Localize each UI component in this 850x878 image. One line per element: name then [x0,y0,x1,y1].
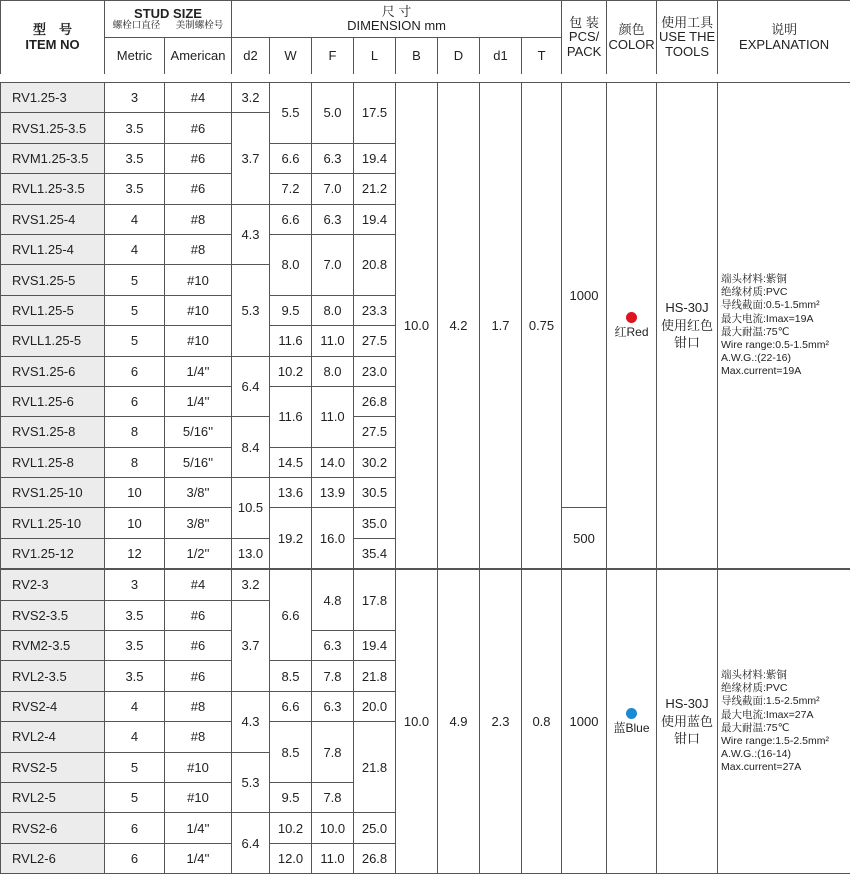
d2-cell: 3.2 [232,569,270,600]
item-no: RVS1.25-5 [1,265,105,295]
w-cell: 11.6 [270,326,312,356]
table-row [1,83,850,113]
d1-cell: 1.7 [480,83,522,570]
american-cell: #6 [165,143,232,173]
d2-cell: 5.3 [232,265,270,356]
l-cell: 19.4 [354,631,396,661]
american-cell: #6 [165,174,232,204]
american-cell: #8 [165,204,232,234]
tool-jaw-suffix: 钳口 [673,335,700,351]
metric-cell: 12 [105,538,165,569]
item-no: RVS2-6 [1,813,105,843]
blue-dot-icon [626,708,637,719]
item-no: RV1.25-3 [1,83,105,113]
american-cell: #6 [165,661,232,691]
header-tools-cn: 使用工具 [661,15,714,31]
american-cell: #10 [165,782,232,812]
d2-cell: 13.0 [232,538,270,569]
header-pack [562,1,607,75]
american-cell: 3/8'' [165,478,232,508]
f-cell: 11.0 [312,386,354,447]
color-cell [607,83,657,570]
l-cell: 21.2 [354,174,396,204]
item-no: RVL1.25-6 [1,386,105,416]
american-cell: #6 [165,631,232,661]
explanation-cell [718,569,850,873]
metric-cell: 5 [105,265,165,295]
expl-line: 绝缘材质:PVC [721,286,788,299]
w-cell: 13.6 [270,478,312,508]
american-cell: 5/16'' [165,417,232,447]
item-no: RVS1.25-8 [1,417,105,447]
american-cell: 3/8'' [165,508,232,538]
f-cell: 6.3 [312,631,354,661]
l-cell: 35.0 [354,508,396,538]
header-item-no [1,1,105,75]
item-no: RVS2-3.5 [1,600,105,630]
item-no: RVLL1.25-5 [1,326,105,356]
header-item-en: ITEM NO [25,36,80,52]
header-d1: d1 [480,38,522,75]
expl-line: A.W.G.:(16-14) [721,747,792,760]
l-cell: 26.8 [354,386,396,416]
f-cell: 6.3 [312,691,354,721]
item-no: RVS2-5 [1,752,105,782]
expl-line: 端头材料:紫铜 [721,669,787,682]
metric-cell: 6 [105,843,165,873]
metric-cell: 5 [105,326,165,356]
expl-line: 最大耐温:75℃ [721,721,790,734]
header-d2: d2 [232,38,270,75]
d2-cell: 5.3 [232,752,270,813]
l-cell: 21.8 [354,661,396,691]
american-cell: #10 [165,326,232,356]
american-cell: 5/16'' [165,447,232,477]
header-tools [657,1,718,75]
header-color-en: COLOR [608,36,655,52]
expl-line: 端头材料:紫铜 [721,273,787,286]
metric-cell: 5 [105,752,165,782]
d-cell: 4.9 [438,569,480,873]
l-cell: 20.0 [354,691,396,721]
expl-line: 导线截面:0.5-1.5mm² [721,299,820,312]
w-cell: 7.2 [270,174,312,204]
metric-cell: 10 [105,478,165,508]
metric-cell: 3.5 [105,661,165,691]
l-cell: 30.5 [354,478,396,508]
expl-line: A.W.G.:(22-16) [721,351,792,364]
header-l: L [354,38,396,75]
item-no: RVL2-6 [1,843,105,873]
l-cell: 19.4 [354,204,396,234]
metric-cell: 3.5 [105,631,165,661]
w-cell: 19.2 [270,508,312,569]
header-american: American [165,38,232,75]
american-cell: #10 [165,752,232,782]
f-cell: 13.9 [312,478,354,508]
w-cell: 10.2 [270,356,312,386]
red-dot-icon [626,312,637,323]
l-cell: 27.5 [354,417,396,447]
expl-line: 绝缘材质:PVC [721,682,788,695]
item-no: RVL1.25-4 [1,234,105,264]
d2-cell: 4.3 [232,691,270,752]
w-cell: 6.6 [270,204,312,234]
metric-cell: 6 [105,813,165,843]
american-cell: #8 [165,691,232,721]
f-cell: 8.0 [312,295,354,325]
f-cell: 7.8 [312,722,354,783]
metric-cell: 6 [105,356,165,386]
b-cell: 10.0 [396,569,438,873]
item-no: RVS1.25-3.5 [1,113,105,143]
explanation-cell [718,83,850,570]
american-cell: 1/4'' [165,843,232,873]
color-cell [607,569,657,873]
w-cell: 10.2 [270,813,312,843]
d1-cell: 2.3 [480,569,522,873]
header-stud-title: STUD SIZE [134,5,202,21]
pack-cell: 1000 [562,83,607,508]
american-cell: #4 [165,569,232,600]
w-cell: 8.5 [270,661,312,691]
header-d: D [438,38,480,75]
w-cell: 6.6 [270,143,312,173]
american-cell: 1/4'' [165,356,232,386]
f-cell: 5.0 [312,83,354,144]
f-cell: 4.8 [312,569,354,630]
metric-cell: 8 [105,417,165,447]
w-cell: 5.5 [270,83,312,144]
w-cell: 8.5 [270,722,312,783]
metric-cell: 4 [105,722,165,752]
header-tools-en1: USE THE [659,29,716,45]
d2-cell: 6.4 [232,813,270,874]
item-no: RVL2-5 [1,782,105,812]
l-cell: 17.8 [354,569,396,630]
pack-cell: 1000 [562,569,607,873]
d2-cell: 4.3 [232,204,270,265]
metric-cell: 4 [105,204,165,234]
item-no: RVS1.25-10 [1,478,105,508]
metric-cell: 5 [105,782,165,812]
tools-cell [657,569,718,873]
metric-cell: 4 [105,234,165,264]
f-cell: 6.3 [312,204,354,234]
l-cell: 26.8 [354,843,396,873]
item-no: RVS1.25-4 [1,204,105,234]
expl-line: 最大电流:Imax=27A [721,708,814,721]
expl-line: 导线截面:1.5-2.5mm² [721,695,820,708]
header-expl-en: EXPLANATION [739,36,830,52]
f-cell: 8.0 [312,356,354,386]
metric-cell: 3.5 [105,600,165,630]
tool-jaw-suffix: 钳口 [673,731,700,747]
header-f: F [312,38,354,75]
l-cell: 30.2 [354,447,396,477]
expl-line: Wire range:1.5-2.5mm² [721,734,829,747]
header-dimension [232,1,562,38]
header-stud-size [105,1,232,38]
f-cell: 11.0 [312,326,354,356]
metric-cell: 3.5 [105,174,165,204]
metric-cell: 10 [105,508,165,538]
item-no: RVS1.25-6 [1,356,105,386]
b-cell: 10.0 [396,83,438,570]
header-dim-cn: 尺 寸 [381,3,412,19]
d2-cell: 10.5 [232,478,270,539]
item-no: RVL2-3.5 [1,661,105,691]
tool-model: HS-30J [665,300,709,316]
l-cell: 35.4 [354,538,396,569]
header-b: B [396,38,438,75]
metric-cell: 8 [105,447,165,477]
d2-cell: 6.4 [232,356,270,417]
d2-cell: 3.7 [232,600,270,691]
w-cell: 9.5 [270,782,312,812]
item-no: RVL1.25-10 [1,508,105,538]
header-tools-en2: TOOLS [665,43,709,59]
table-row [1,569,850,600]
l-cell: 19.4 [354,143,396,173]
f-cell: 10.0 [312,813,354,843]
tool-model: HS-30J [665,696,709,712]
l-cell: 27.5 [354,326,396,356]
header-pack-en2: PACK [566,43,602,59]
header-pack-cn: 包 装 [569,15,599,31]
header-item-cn: 型 号 [32,22,72,38]
tool-jaw: 使用蓝色 [660,713,713,729]
header-explanation [718,1,850,75]
item-no: RVM1.25-3.5 [1,143,105,173]
metric-cell: 3.5 [105,113,165,143]
color-name: 蓝Blue [613,721,650,735]
american-cell: #6 [165,600,232,630]
header-stud-american-cn: 美制螺栓号 [175,19,224,31]
header-color-cn: 颜色 [618,22,645,38]
w-cell: 11.6 [270,386,312,447]
header-metric: Metric [105,38,165,75]
metric-cell: 3 [105,83,165,113]
w-cell: 6.6 [270,569,312,661]
spec-table-header [0,0,850,75]
l-cell: 20.8 [354,234,396,295]
header-pack-en1: PCS/ [568,29,600,45]
expl-line: 最大电流:Imax=19A [721,312,814,325]
american-cell: 1/4'' [165,386,232,416]
item-no: RVL1.25-8 [1,447,105,477]
tool-jaw: 使用红色 [660,317,713,333]
header-t: T [522,38,562,75]
l-cell: 21.8 [354,722,396,813]
l-cell: 17.5 [354,83,396,144]
header-w: W [270,38,312,75]
f-cell: 11.0 [312,843,354,873]
pack-cell: 500 [562,508,607,569]
l-cell: 23.3 [354,295,396,325]
american-cell: #10 [165,265,232,295]
color-name: 红Red [614,324,649,339]
d2-cell: 8.4 [232,417,270,478]
american-cell: #4 [165,83,232,113]
f-cell: 7.0 [312,234,354,295]
american-cell: #8 [165,722,232,752]
metric-cell: 3.5 [105,143,165,173]
american-cell: 1/2'' [165,538,232,569]
item-no: RVL1.25-5 [1,295,105,325]
expl-line: Max.current=19A [721,365,802,377]
t-cell: 0.8 [522,569,562,873]
header-stud-metric-cn: 螺栓口直径 [112,19,161,31]
expl-line: Max.current=27A [721,761,802,774]
d2-cell: 3.7 [232,113,270,204]
metric-cell: 4 [105,691,165,721]
expl-line: 最大耐温:75℃ [721,325,790,338]
metric-cell: 5 [105,295,165,325]
header-expl-cn: 说明 [771,22,798,38]
f-cell: 7.0 [312,174,354,204]
metric-cell: 3 [105,569,165,600]
metric-cell: 6 [105,386,165,416]
item-no: RV2-3 [1,569,105,600]
american-cell: #10 [165,295,232,325]
d2-cell: 3.2 [232,83,270,113]
item-no: RVS2-4 [1,691,105,721]
w-cell: 12.0 [270,843,312,873]
l-cell: 23.0 [354,356,396,386]
d-cell: 4.2 [438,83,480,570]
w-cell: 14.5 [270,447,312,477]
tools-cell [657,83,718,570]
american-cell: 1/4'' [165,813,232,843]
header-color [607,1,657,75]
f-cell: 7.8 [312,661,354,691]
american-cell: #6 [165,113,232,143]
item-no: RVM2-3.5 [1,631,105,661]
t-cell: 0.75 [522,83,562,570]
w-cell: 8.0 [270,234,312,295]
expl-line: Wire range:0.5-1.5mm² [721,338,829,351]
item-no: RVL1.25-3.5 [1,174,105,204]
item-no: RV1.25-12 [1,538,105,569]
american-cell: #8 [165,234,232,264]
w-cell: 9.5 [270,295,312,325]
f-cell: 7.8 [312,782,354,812]
w-cell: 6.6 [270,691,312,721]
f-cell: 16.0 [312,508,354,569]
f-cell: 14.0 [312,447,354,477]
f-cell: 6.3 [312,143,354,173]
l-cell: 25.0 [354,813,396,843]
spec-table-body [0,82,850,874]
item-no: RVL2-4 [1,722,105,752]
header-dim-en: DIMENSION mm [347,18,447,33]
